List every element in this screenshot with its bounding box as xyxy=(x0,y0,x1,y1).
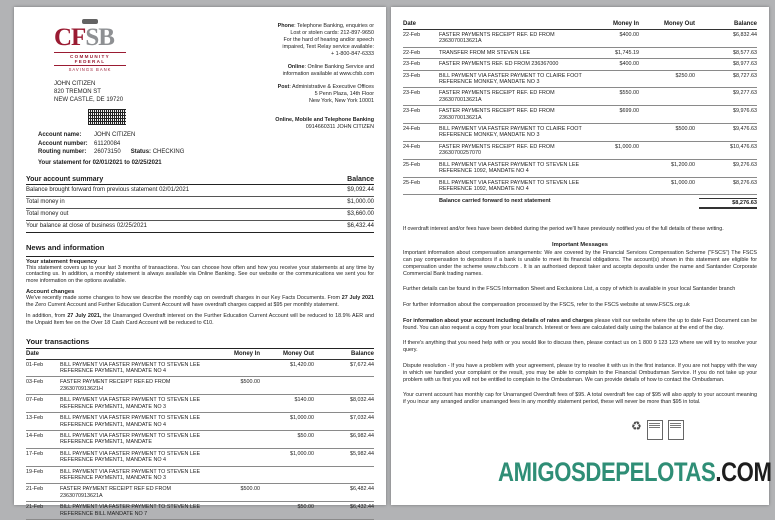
tx-description: BILL PAYMENT VIA FASTER PAYMENT TO STEVEN LEE REFERENCE PAYMENT1, MANDATE NO 3 xyxy=(60,468,201,481)
tx-date: 22-Feb xyxy=(403,32,421,38)
transaction-row xyxy=(403,88,757,106)
page1-header xyxy=(26,13,374,166)
tx-description: FASTER PAYMENTS RECEIPT REF. ED FROM 23630700257070 xyxy=(439,143,555,157)
watermark xyxy=(499,459,772,486)
col-money-in: Money In xyxy=(233,350,260,357)
tx-money-out xyxy=(643,32,695,45)
tx-money-out: $1,420.00 xyxy=(290,361,314,368)
tx-money-out: $50.00 xyxy=(297,504,314,511)
footer-certification-marks xyxy=(631,420,757,440)
summary-row-value: $6,432.44 xyxy=(347,223,374,229)
tx-money-in xyxy=(214,397,260,410)
transactions-title: Your transactions xyxy=(26,336,90,346)
transaction-row xyxy=(403,30,757,48)
overdraft-cap-paragraph: Your current account has monthly cap for Unarranged Overdraft fees of $95. A total overdraft fee cap of $95 will also apply to your account meaning if you incur any arranged and/or unarranged fees in any monthly statement period, these will never be more than $95 in total. xyxy=(403,392,757,406)
news-section xyxy=(26,243,374,327)
summary-row-value: $1,000.00 xyxy=(347,199,374,205)
tx-balance: $10,476.63 xyxy=(730,143,757,150)
tx-balance: $5,982.44 xyxy=(350,450,374,457)
recipient-city: NEW CASTLE, DE 19720 xyxy=(54,97,124,103)
logo-subtitle-1: COMMUNITY FEDERAL xyxy=(54,52,126,66)
tx-balance: $7,672.44 xyxy=(350,361,374,368)
certification-badge-icon xyxy=(647,420,663,440)
summary-row xyxy=(26,209,374,221)
tx-money-out: $500.00 xyxy=(675,126,695,133)
tx-description: BILL PAYMENT VIA FASTER PAYMENT TO STEVEN LEE REFERENCE PAYMENT1, MANDATE NO 4 xyxy=(60,450,201,464)
important-messages-title: Important Messages xyxy=(551,242,609,249)
page1-header-left xyxy=(26,13,184,166)
statement-page-1 xyxy=(14,7,386,517)
phone-lines xyxy=(246,30,374,58)
account-number-row xyxy=(38,140,184,149)
summary-row-value: $9,092.44 xyxy=(347,187,374,193)
tx-description: BILL PAYMENT VIA FASTER PAYMENT TO STEVEN LEE REFERENCE BILL MANDATE NO 7 xyxy=(60,504,201,517)
cfsb-logo xyxy=(54,26,184,72)
post-line xyxy=(246,84,374,91)
summary-row xyxy=(26,185,374,197)
post-text: : Administrative & Executive Offices xyxy=(289,84,374,90)
summary-row-label: Balance brought forward from previous statement 02/01/2021 xyxy=(26,187,190,193)
carried-forward-row xyxy=(403,195,757,212)
online-text: : Online Banking Service and xyxy=(304,64,374,70)
bank-contact-block xyxy=(246,13,374,166)
routing-number-row xyxy=(38,148,184,157)
tx-balance: $9,276.63 xyxy=(733,161,757,168)
transactions-rows-p2 xyxy=(403,30,757,195)
tx-money-in xyxy=(214,504,260,517)
statement-page-2 xyxy=(391,7,769,505)
mail-barcode xyxy=(88,109,126,125)
transaction-row xyxy=(403,160,757,178)
account-changes-body-1: We've recently made some changes to how we describe the monthly cap on overdraft charges in our Key Facts Documents. From 27 July 2021 the Zero Current Account and Further Education Current Account will have overdraft charges capped at $95 per monthly statement. xyxy=(26,295,374,308)
transactions-table-p1 xyxy=(26,348,374,520)
transaction-row xyxy=(26,502,374,520)
transaction-row xyxy=(26,377,374,395)
rates-paragraph: For information about your account including details of rates and charges please visit our website where the up to date Fact Document can be found. You can also request a copy from your local branch. Interest or fees are calculated daily using the balance at the end of the day. xyxy=(403,317,758,331)
tx-money-in xyxy=(587,162,639,175)
tx-money-in: $500.00 xyxy=(240,486,260,493)
account-summary xyxy=(26,176,374,233)
banking-channel-ref: 0914660311 JOHN CITIZEN xyxy=(305,124,374,130)
cfsb-logo-wordmark xyxy=(54,26,184,50)
tx-description: BILL PAYMENT VIA FASTER PAYMENT TO STEVEN LEE REFERENCE PAYMENT1, MANDATE xyxy=(60,432,201,446)
account-summary-title: Your account summary xyxy=(26,175,104,183)
print-artifact xyxy=(82,19,98,24)
transaction-row xyxy=(403,124,757,142)
summary-row-label: Total money in xyxy=(26,199,65,205)
account-number-value: 61120084 xyxy=(94,140,121,147)
tx-money-out xyxy=(643,90,695,103)
online-line xyxy=(246,64,374,71)
tx-date: 23-Feb xyxy=(403,108,421,115)
contact-line: New York, New York 10001 xyxy=(308,98,374,104)
statement-period: Your statement for 02/01/2021 to 02/25/2021 xyxy=(38,159,162,166)
tx-balance: $9,976.63 xyxy=(733,108,757,115)
col-date: Date xyxy=(403,21,417,27)
tx-description: BILL PAYMENT VIA FASTER PAYMENT TO STEVEN LEE REFERENCE PAYMENT1, MANDATE NO 4 xyxy=(60,361,201,375)
account-name-row xyxy=(38,131,184,140)
account-summary-header xyxy=(26,176,374,185)
tx-money-out xyxy=(643,61,695,67)
tx-money-in: $699.00 xyxy=(619,108,639,115)
transaction-row xyxy=(26,413,374,431)
transaction-row xyxy=(403,48,757,59)
tx-money-in xyxy=(214,362,260,375)
tx-money-out: $1,000.00 xyxy=(290,415,314,422)
tx-money-out xyxy=(643,50,695,56)
tx-money-in: $1,000.00 xyxy=(615,143,639,150)
tx-date: 24-Feb xyxy=(403,126,421,133)
tx-balance: $9,277.63 xyxy=(733,90,757,97)
tx-date: 23-Feb xyxy=(403,61,421,68)
tx-description: FASTER PAYMENTS RECEIPT REF. ED FROM 2363070013621A xyxy=(439,90,555,103)
logo-cf-text: CF xyxy=(54,24,86,51)
col-balance: Balance xyxy=(350,350,374,357)
tx-balance: $8,032.44 xyxy=(350,397,374,404)
account-name-label: Account name: xyxy=(38,132,82,138)
transaction-row xyxy=(26,360,374,378)
statement-frequency-body: This statement covers up to your last 3 months of transactions. You can choose how often and how you receive your statements at any time by contacting us. In addition, a monthly statement is always available via Online Banking. See our website or the communications we sent you for more information on the options available. xyxy=(26,264,374,284)
contact-line: + 1-800-847-6333 xyxy=(330,51,374,57)
col-description xyxy=(439,21,583,27)
statement-frequency-block xyxy=(26,256,374,327)
tx-description: BILL PAYMENT VIA FASTER PAYMENT TO STEVEN LEE REFERENCE 1092, MANDATE NO 4 xyxy=(439,161,580,175)
tx-balance: $9,476.63 xyxy=(733,126,757,133)
tx-balance: $7,032.44 xyxy=(350,415,374,422)
recycle-icon: ♻ xyxy=(631,419,642,434)
transaction-row xyxy=(26,467,374,485)
tx-money-out xyxy=(643,144,695,157)
post-label: Post xyxy=(277,84,290,90)
tx-money-in xyxy=(587,126,639,139)
account-changes-title: Account changes xyxy=(26,289,75,296)
post-lines xyxy=(246,91,374,105)
tx-date: 25-Feb xyxy=(403,161,421,168)
summary-row-label: Your balance at close of business 02/25/2021 xyxy=(26,223,147,229)
tx-money-out: $50.00 xyxy=(297,432,314,439)
certification-badge-icon xyxy=(668,420,684,440)
status-label: Status: xyxy=(130,149,152,155)
tx-balance: $6,982.44 xyxy=(350,432,374,439)
col-money-out: Money Out xyxy=(283,350,314,357)
transactions-header-row-p2 xyxy=(403,19,757,30)
tx-money-out xyxy=(643,108,695,121)
tx-date: 24-Feb xyxy=(403,143,421,150)
tx-money-in: $550.00 xyxy=(619,90,639,97)
routing-number-label: Routing number: xyxy=(38,149,87,155)
summary-row xyxy=(26,197,374,209)
tx-balance: $8,276.63 xyxy=(733,179,757,186)
tx-balance: $6,432.44 xyxy=(350,504,374,511)
overdraft-notice: If overdraft interest and/or fees have been debited during the period we'll have previously notified you of the full details of these writing. xyxy=(403,226,724,233)
tx-money-in xyxy=(214,433,260,446)
col-money-in: Money In xyxy=(612,21,639,27)
transaction-row xyxy=(403,178,757,196)
transaction-row xyxy=(403,106,757,124)
recipient-name: JOHN CITIZEN xyxy=(54,81,96,87)
tx-description: TRANSFER FROM MR STEVEN LEE xyxy=(439,49,531,56)
tx-money-out xyxy=(264,469,314,482)
tx-date: 22-Feb xyxy=(403,49,421,56)
tx-money-in: $1,745.19 xyxy=(615,49,639,56)
watermark-tld: .COM xyxy=(715,457,772,487)
dispute-paragraph: Dispute resolution - If you have a problem with your agreement, please try to resolve it with us in the first instance. If you are not happy with the way in which we handled your complaint or the result, you may be able to complain to the Financial Ombudsman Service. If you do not take up your problem with us first you will not be entitled to complain to the Ombudsman. We can provide details of how to contact the Ombudsman. xyxy=(403,363,757,383)
account-name-value: JOHN CITIZEN xyxy=(94,132,136,138)
phone-text: : Telephone Banking, enquiries or xyxy=(294,23,374,29)
account-changes-body-2: In addition, from 27 July 2021, the Unarranged Overdraft interest on the Further Education Current Account will be reduced to 18.9% AER and the Unpaid Item fee on the Over 18 Cash Card Account will be reduced to €10. xyxy=(26,313,374,327)
tx-description: FASTER PAYMENTS RECEIPT REF. ED FROM 2363070013621A xyxy=(439,32,555,45)
tx-date: 13-Feb xyxy=(26,415,44,422)
tx-description: FASTER PAYMENTS RECEIPT REF. ED FROM 2363070013621A xyxy=(439,108,555,121)
transactions-header-row xyxy=(26,349,374,360)
tx-date: 23-Feb xyxy=(403,72,421,79)
recipient-address xyxy=(54,80,184,104)
summary-row-value: $3,660.00 xyxy=(347,211,374,217)
tx-description: FASTER PAYMENT RECEIPT REF.ED FROM 2363070913621H xyxy=(60,379,171,392)
news-title: News and information xyxy=(26,242,105,252)
account-details xyxy=(38,131,184,157)
transaction-row xyxy=(26,449,374,467)
contact-line: For the hard of hearing and/or speech xyxy=(283,37,374,43)
contact-line: information available at www.cfsb.com xyxy=(282,71,374,77)
col-balance: Balance xyxy=(733,21,757,27)
tx-money-in: $500.00 xyxy=(240,379,260,386)
tx-money-in: $400.00 xyxy=(619,61,639,68)
contact-line: impaired, Text Relay service available: xyxy=(282,44,374,50)
tx-date: 21-Feb xyxy=(26,486,44,493)
tx-date: 23-Feb xyxy=(403,90,421,97)
logo-sb-text: SB xyxy=(85,24,114,51)
online-lines xyxy=(246,71,374,78)
transaction-row xyxy=(403,59,757,70)
carried-forward-label: Balance carried forward to next statement xyxy=(439,198,551,205)
logo-subtitle-2: SAVINGS BANK xyxy=(68,67,112,72)
tx-money-out xyxy=(264,379,314,392)
phone-line xyxy=(246,23,374,30)
fscs-info-paragraph: For further information about the compensation processed by the FSCS, refer to the FSCS website at www.FSCS.org.uk xyxy=(403,302,690,309)
tx-balance: $6,832.44 xyxy=(733,32,757,38)
recipient-street: 820 TREMON ST xyxy=(54,89,101,95)
tx-balance: $6,482.44 xyxy=(350,486,374,493)
tx-date: 03-Feb xyxy=(26,379,44,386)
tx-money-in xyxy=(587,73,639,86)
tx-balance xyxy=(318,469,374,482)
transaction-row xyxy=(403,71,757,89)
transactions-section xyxy=(26,337,374,520)
tx-description: FASTER PAYMENT RECEIPT REF ED FROM 2363070913621A xyxy=(60,486,172,499)
account-summary-rows xyxy=(26,185,374,233)
transaction-row xyxy=(26,484,374,502)
tx-money-out: $1,000.00 xyxy=(671,179,695,186)
account-number-label: Account number: xyxy=(38,140,88,147)
carried-forward-value: $8,276.63 xyxy=(699,198,757,209)
online-label: Online xyxy=(287,64,305,70)
tx-money-out: $140.00 xyxy=(294,397,314,404)
transaction-row xyxy=(403,142,757,160)
tx-money-out: $250.00 xyxy=(675,72,695,79)
contact-line: Lost or stolen cards: 212-897-9650 xyxy=(290,30,374,36)
col-description xyxy=(60,351,210,357)
statement-frequency-title: Your statement frequency xyxy=(26,258,98,265)
tx-money-in: $400.00 xyxy=(619,32,639,38)
tx-date: 21-Feb xyxy=(26,504,44,511)
tx-date: 01-Feb xyxy=(26,361,44,368)
banking-channel-title: Online, Mobile and Telephone Banking xyxy=(275,117,374,123)
transactions-continued xyxy=(403,19,757,212)
transaction-row xyxy=(26,395,374,413)
tx-description: BILL PAYMENT VIA FASTER PAYMENT TO STEVEN LEE REFERENCE PAYMENT1, MANDATE NO 4 xyxy=(60,415,201,428)
tx-date: 19-Feb xyxy=(26,468,44,475)
summary-row-label: Total money out xyxy=(26,211,69,217)
tx-date: 25-Feb xyxy=(403,179,421,186)
compensation-paragraph: Important information about compensation arrangements: We are covered by the Financial Services Compensation Scheme ("FSCS") The FSCS can pay compensation to depositors if a bank is unable to meet its financial obligations. The account(s) shown in this statement are eligible for compensation under the scheme www.cfsb.com . It is an authorised deposit taker and accepts deposits under the name and Santander Corporate Commercial Bank trading names. xyxy=(403,250,757,277)
tx-money-out: $1,000.00 xyxy=(290,450,314,457)
tx-description: FASTER PAYMENTS REF. ED FROM 236367000 xyxy=(439,61,559,68)
tx-description: BILL PAYMENT VIA FASTER PAYMENT TO CLAIRE FOOT REFERENCE MONKEY, MANDATE NO 3 xyxy=(439,126,582,139)
tx-description: BILL PAYMENT VIA FASTER PAYMENT TO STEVEN LEE REFERENCE PAYMENT1, MANDATE NO 3 xyxy=(60,397,201,410)
tx-money-in xyxy=(214,415,260,428)
tx-money-out: $1,200.00 xyxy=(671,161,695,168)
tx-money-in xyxy=(214,469,260,482)
tx-money-in xyxy=(587,180,639,193)
tx-money-out xyxy=(264,486,314,499)
watermark-name: AMIGOSDEPELOTAS xyxy=(498,457,716,487)
summary-row xyxy=(26,221,374,233)
tx-balance xyxy=(318,379,374,392)
col-date: Date xyxy=(26,350,40,357)
routing-number-value: 26073150 xyxy=(94,149,121,155)
status-value: CHECKING xyxy=(152,149,185,155)
tx-date: 14-Feb xyxy=(26,432,44,439)
tx-balance: $8,727.63 xyxy=(733,72,757,79)
balance-column-header: Balance xyxy=(347,175,374,183)
tx-date: 07-Feb xyxy=(26,397,44,404)
help-paragraph: If there's anything that you need help with or you would like to discuss then, please contact us on 1 800 9 123 123 where we will try to resolve your query. xyxy=(403,340,757,354)
tx-description: BILL PAYMENT VIA FASTER PAYMENT TO STEVEN LEE REFERENCE 1092, MANDATE NO 4 xyxy=(439,179,580,192)
tx-description: BILL PAYMENT VIA FASTER PAYMENT TO CLAIRE FOOT REFERENCE MONKEY, MANDATE NO 3 xyxy=(439,72,582,86)
fscs-details-paragraph: Further details can be found in the FSCS Information Sheet and Exclusions List, a copy of which is available in your local Santander branch xyxy=(403,286,736,293)
transaction-row xyxy=(26,431,374,449)
phone-label: Phone xyxy=(277,23,295,29)
transactions-rows-p1 xyxy=(26,360,374,520)
tx-balance: $8,577.63 xyxy=(733,49,757,56)
tx-money-in xyxy=(214,451,260,464)
contact-line: 5 Penn Plaza, 14th Floor xyxy=(314,91,374,97)
tx-date: 17-Feb xyxy=(26,450,44,457)
col-money-out: Money Out xyxy=(664,21,695,27)
tx-balance: $8,977.63 xyxy=(733,61,757,68)
